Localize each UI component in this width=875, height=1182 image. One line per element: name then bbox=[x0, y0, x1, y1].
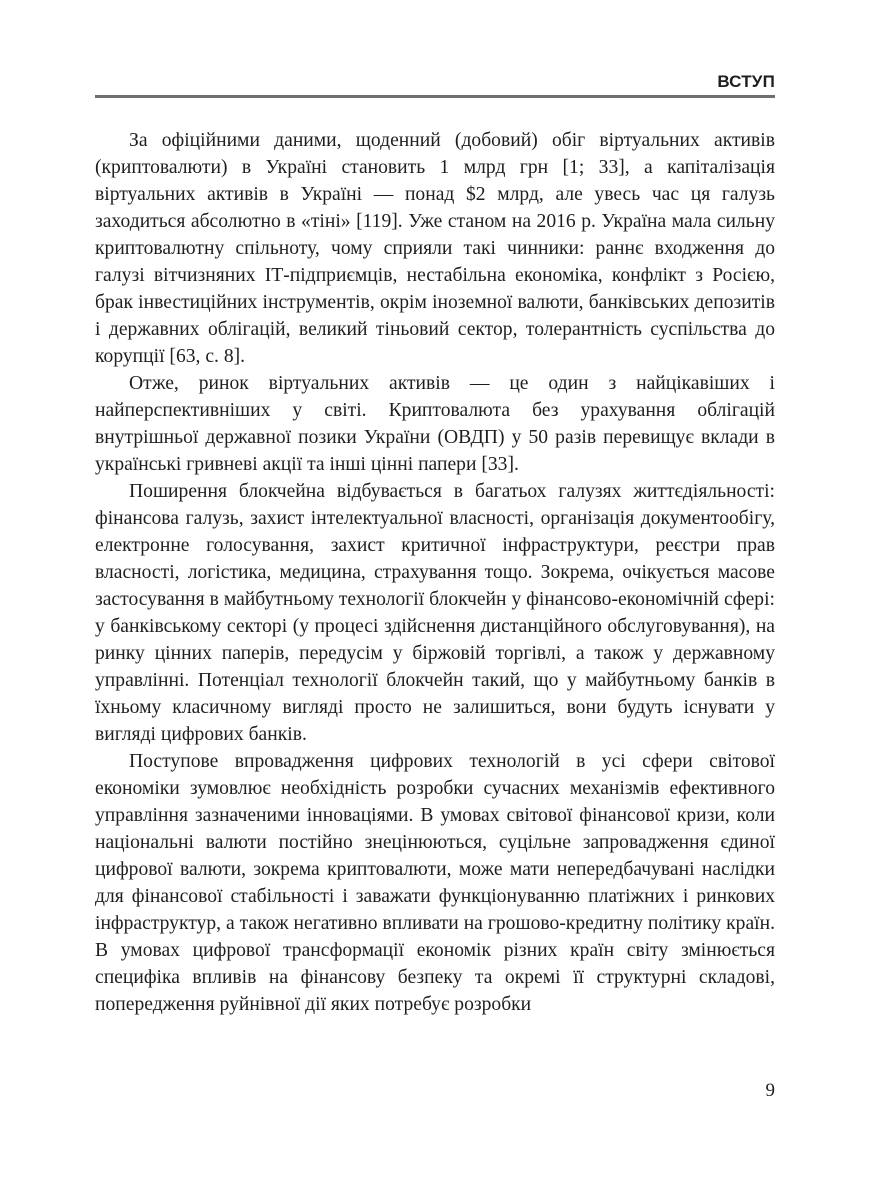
header-rule bbox=[95, 95, 775, 98]
paragraph-2: Отже, ринок віртуальних активів — це один з найцікавіших і найперспективніших у світі. Криптовалюта без урахування облігацій внутрішньої державної позики України (ОВДП) у 50 разів перевищує вклади в українські гривневі акції та інші цінні папери [33]. bbox=[95, 373, 775, 475]
body-text bbox=[95, 127, 775, 1018]
page-number: 9 bbox=[765, 1080, 775, 1101]
section-title: ВСТУП bbox=[717, 72, 775, 91]
running-header bbox=[95, 72, 775, 102]
paragraph-1: За офіційними даними, щоденний (добовий) обіг віртуальних активів (криптовалюти) в Україні становить 1 млрд грн [1; 33], а капіталізація віртуальних активів в Україні — понад $2 млрд, але увесь час ця галузь заходиться абсолютно в «тіні» [119]. Уже станом на 2016 р. Україна мала сильну криптовалютну спільноту, чому сприяли такі чинники: раннє входження до галузі вітчизняних ІТ-підприємців, нестабільна економіка, конфлікт з Росією, брак інвестиційних інструментів, окрім іноземної валюти, банківських депозитів і державних облігацій, великий тіньовий сектор, толерантність суспільства до корупції [63, с. 8]. bbox=[95, 130, 775, 367]
paragraph-3: Поширення блокчейна відбувається в багатьох галузях життєдіяльності: фінансова галузь, захист інтелектуальної власності, організація документообігу, електронне голосування, захист критичної інфраструктури, реєстри прав власності, логістика, медицина, страхування тощо. Зокрема, очікується масове застосування в майбутньому технології блокчейн у фінансово-економічній сфері: у банківському секторі (у процесі здійснення дистанційного обслуговування), на ринку цінних паперів, передусім у біржовій торгівлі, а також у державному управлінні. Потенціал технології блокчейн такий, що у майбутньому банків в їхньому класичному вигляді просто не залишиться, вони будуть існувати у вигляді цифрових банків. bbox=[95, 481, 775, 745]
paragraph-4: Поступове впровадження цифрових технологій в усі сфери світової економіки зумовлює необхідність розробки сучасних механізмів ефективного управління зазначеними інноваціями. В умовах світової фінансової кризи, коли національні валюти постійно знецінюються, суцільне запровадження єдиної цифрової валюти, зокрема криптовалюти, може мати непередбачувані наслідки для фінансової стабільності і заважати функціонуванню платіжних і ринкових інфраструктур, а також негативно впливати на грошово-кредитну політику країн. В умовах цифрової трансформації економік різних країн світу змінюється специфіка впливів на фінансову безпеку та окремі її структурні складові, попередження руйнівної дії яких потребує розробки bbox=[95, 751, 775, 1015]
